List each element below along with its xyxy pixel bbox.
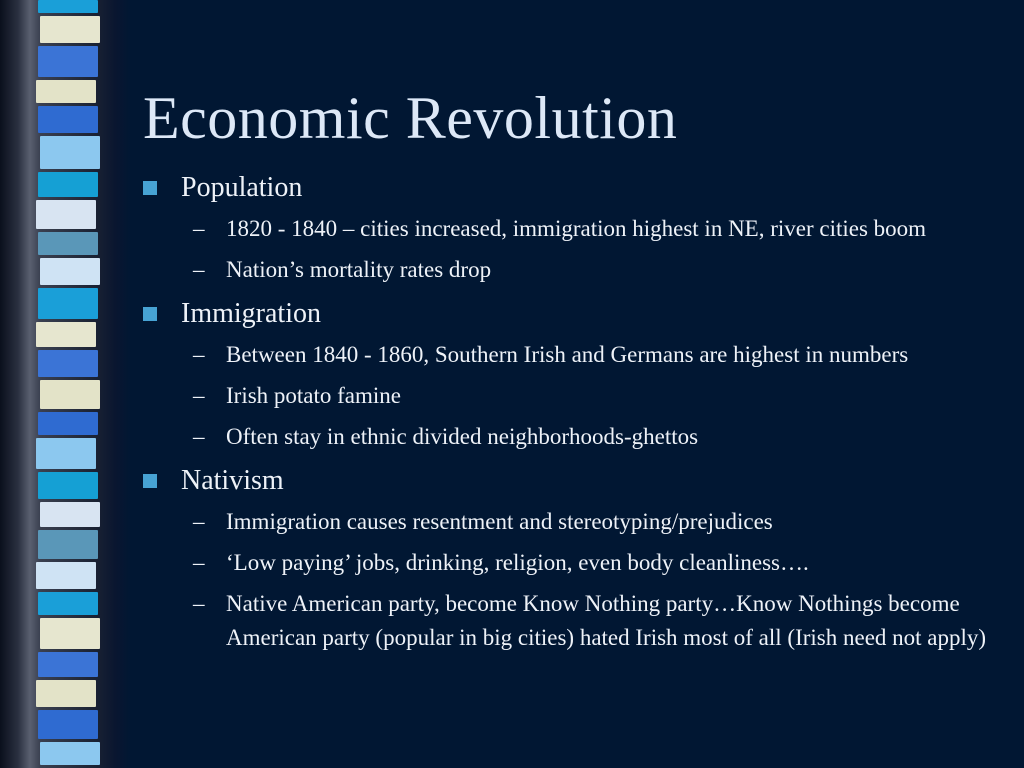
decorative-stripe: [38, 710, 98, 739]
decorative-stripe: [40, 16, 100, 43]
decorative-stripe: [40, 136, 100, 169]
dash-icon: –: [193, 550, 205, 575]
decorative-stripe: [38, 592, 98, 615]
sub-bullet: [143, 253, 1013, 287]
dash-icon: –: [193, 509, 205, 534]
decorative-stripe: [36, 438, 96, 469]
bullet-nativism: [143, 461, 1013, 501]
decorative-stripe: [38, 106, 98, 133]
decorative-stripe: [38, 530, 98, 559]
bullet-immigration: [143, 294, 1013, 334]
decorative-stripe: [38, 232, 98, 255]
square-bullet-icon: [143, 474, 157, 488]
decorative-stripe: [40, 258, 100, 285]
decorative-stripe: [38, 412, 98, 435]
decorative-stripe: [38, 288, 98, 319]
decorative-stripe: [38, 172, 98, 197]
decorative-stripe: [40, 618, 100, 649]
sub-bullet-text: Often stay in ethnic divided neighborhoods-ghettos: [226, 424, 699, 449]
dash-icon: –: [193, 257, 205, 282]
dash-icon: –: [193, 424, 205, 449]
sub-bullet-text: Immigration causes resentment and stereotyping/prejudices: [226, 509, 773, 534]
sub-bullet-text: Between 1840 - 1860, Southern Irish and Germans are highest in numbers: [226, 342, 909, 367]
sub-bullet: [143, 420, 1013, 454]
decorative-stripes: [38, 0, 98, 768]
decorative-stripe: [36, 80, 96, 103]
decorative-stripe: [36, 562, 96, 589]
bullet-heading: Immigration: [181, 298, 321, 329]
sub-bullet-text: ‘Low paying’ jobs, drinking, religion, even body cleanliness….: [226, 550, 809, 575]
slide-title: Economic Revolution: [143, 85, 678, 151]
sub-bullet: [143, 546, 1013, 580]
decorative-stripe: [36, 322, 96, 347]
sub-bullet: [143, 587, 1013, 655]
decorative-stripe: [40, 742, 100, 765]
decorative-stripe: [38, 472, 98, 499]
dash-icon: –: [193, 383, 205, 408]
bullet-heading: Nativism: [181, 465, 284, 496]
dash-icon: –: [193, 216, 205, 241]
square-bullet-icon: [143, 307, 157, 321]
sub-bullet: [143, 338, 1013, 372]
sub-bullet-text: 1820 - 1840 – cities increased, immigration highest in NE, river cities boom: [226, 216, 927, 241]
decorative-stripe: [38, 350, 98, 377]
dash-icon: –: [193, 342, 205, 367]
sub-bullet-text: Native American party, become Know Nothing party…Know Nothings become American party (popular in big cities) hated Irish most of all (Irish need not apply): [226, 591, 987, 650]
dash-icon: –: [193, 591, 205, 616]
sub-bullet: [143, 505, 1013, 539]
decorative-stripe: [36, 680, 96, 707]
decorative-stripe: [36, 200, 96, 229]
sub-bullet: [143, 379, 1013, 413]
decorative-stripe: [38, 46, 98, 77]
decorative-stripe: [38, 652, 98, 677]
square-bullet-icon: [143, 181, 157, 195]
slide-content: [143, 168, 1013, 662]
decorative-stripe: [40, 502, 100, 527]
sub-bullet-text: Nation’s mortality rates drop: [226, 257, 492, 282]
decorative-stripe: [40, 380, 100, 409]
bullet-population: [143, 168, 1013, 208]
bullet-heading: Population: [181, 172, 303, 203]
decorative-stripe: [38, 0, 98, 13]
sub-bullet: [143, 212, 1013, 246]
sub-bullet-text: Irish potato famine: [226, 383, 402, 408]
